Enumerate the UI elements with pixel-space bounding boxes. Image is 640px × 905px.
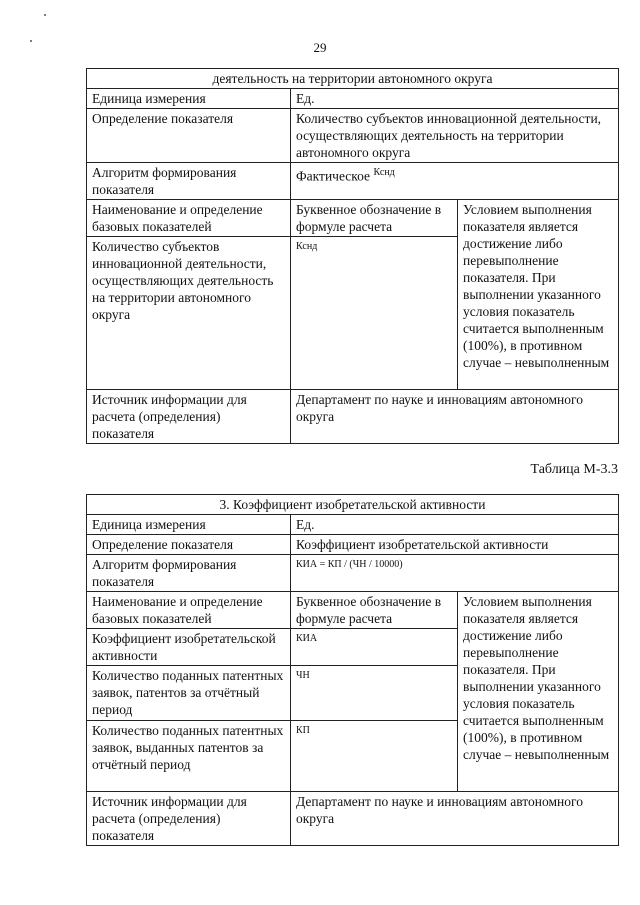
indicator-table-1 — [86, 68, 619, 444]
unit-value: Ед. — [291, 89, 619, 109]
table-row — [87, 592, 619, 629]
condition-text: Условием выполнения показателя является достижение либо перевыполнение показателя. При выполнении указанного условия показатель считается выполненным (100%), в противном случае – невыполненным — [458, 200, 619, 390]
table-row — [87, 89, 619, 109]
algorithm-formula: КИА = КП / (ЧН / 10000) — [291, 555, 619, 592]
definition-value: Количество субъектов инновационной деятельности, осуществляющих деятельность на территории автономного округа — [291, 109, 619, 163]
base-indicators-label: Наименование и определение базовых показателей — [87, 200, 291, 237]
table-row — [87, 200, 619, 237]
base-indicator-name: Коэффициент изобретательской активности — [87, 629, 291, 666]
algorithm-symbol: Кснд — [373, 167, 395, 178]
table-row — [87, 555, 619, 592]
base-indicator-name: Количество субъектов инновационной деятельности, осуществляющих деятельность на территории автономного округа — [87, 237, 291, 390]
table-row — [87, 390, 619, 444]
letter-label: Буквенное обозначение в формуле расчета — [291, 592, 458, 629]
table-title: деятельность на территории автономного округа — [87, 69, 619, 89]
algorithm-value — [291, 163, 619, 200]
base-indicator-symbol: ЧН — [291, 666, 458, 721]
source-label: Источник информации для расчета (определения) показателя — [87, 390, 291, 444]
base-indicator-symbol: КП — [291, 721, 458, 792]
indicator-table-2 — [86, 494, 619, 846]
page-number: 29 — [313, 40, 327, 55]
table-row — [87, 515, 619, 535]
unit-label: Единица измерения — [87, 515, 291, 535]
base-indicator-name: Количество поданных патентных заявок, патентов за отчётный период — [87, 666, 291, 721]
table-row — [87, 69, 619, 89]
definition-value: Коэффициент изобретательской активности — [291, 535, 619, 555]
base-indicator-symbol: Кснд — [291, 237, 458, 390]
unit-label: Единица измерения — [87, 89, 291, 109]
table-row — [87, 163, 619, 200]
algorithm-text: Фактическое — [296, 168, 371, 184]
table-row — [87, 109, 619, 163]
letter-label: Буквенное обозначение в формуле расчета — [291, 200, 458, 237]
table-row — [87, 535, 619, 555]
table-caption: Таблица М-3.3 — [530, 462, 618, 477]
source-label: Источник информации для расчета (определения) показателя — [87, 792, 291, 846]
algorithm-label: Алгоритм формирования показателя — [87, 555, 291, 592]
scan-dot — [44, 14, 46, 16]
unit-value: Ед. — [291, 515, 619, 535]
table-row — [87, 792, 619, 846]
base-indicator-symbol: КИА — [291, 629, 458, 666]
source-value: Департамент по науке и инновациям автономного округа — [291, 792, 619, 846]
table-row — [87, 495, 619, 515]
base-indicators-label: Наименование и определение базовых показателей — [87, 592, 291, 629]
definition-label: Определение показателя — [87, 109, 291, 163]
algorithm-label: Алгоритм формирования показателя — [87, 163, 291, 200]
source-value: Департамент по науке и инновациям автономного округа — [291, 390, 619, 444]
condition-text: Условием выполнения показателя является достижение либо перевыполнение показателя. При выполнении указанного условия показатель считается выполненным (100%), в противном случае – невыполненным — [458, 592, 619, 792]
base-indicator-name: Количество поданных патентных заявок, выданных патентов за отчётный период — [87, 721, 291, 792]
definition-label: Определение показателя — [87, 535, 291, 555]
table-title: 3. Коэффициент изобретательской активности — [87, 495, 619, 515]
